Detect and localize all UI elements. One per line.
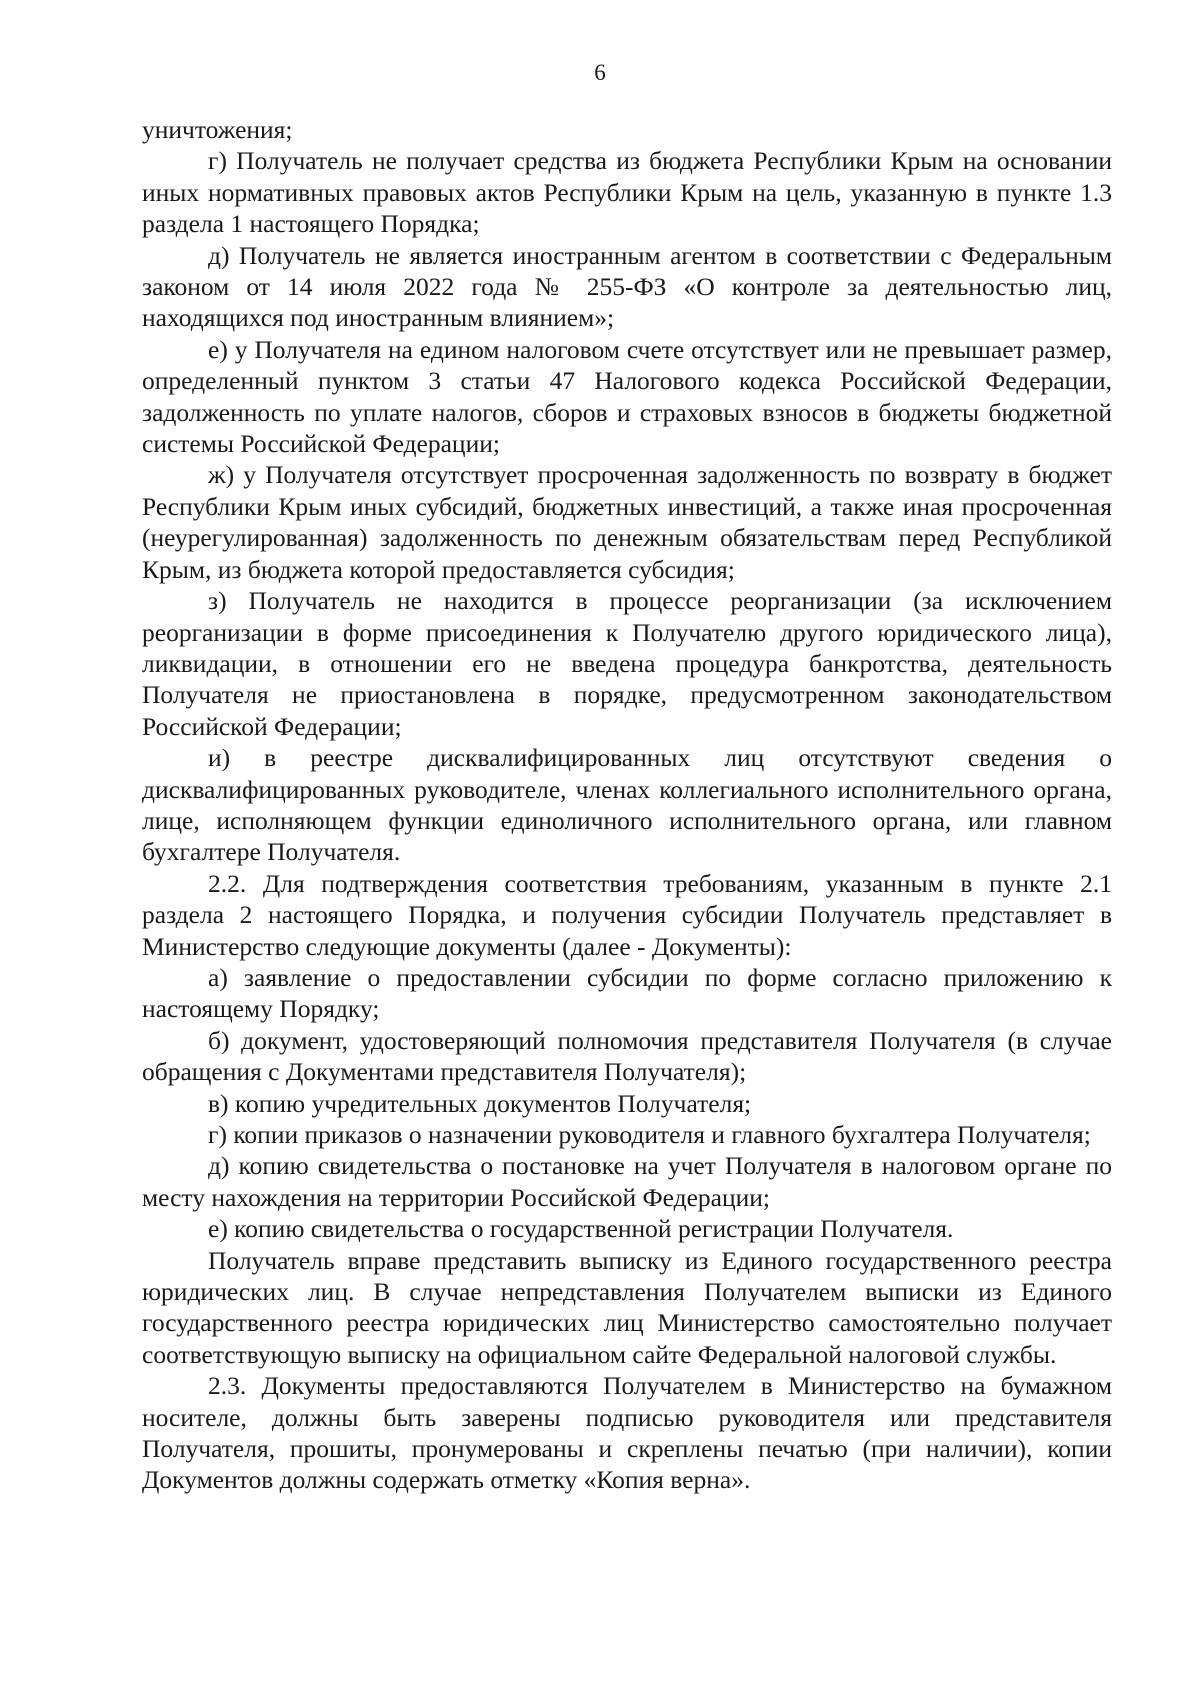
page-number: 6 xyxy=(594,60,606,85)
paragraph-item-d: д) Получатель не является иностранным агентом в соответствии с Федеральным законом от 14 июля 2022 года № 255-ФЗ «О контроле за деятельностью лиц, находящихся под иностранным влиянием»; xyxy=(142,240,1112,333)
paragraph-doc-b: б) документ, удостоверяющий полномочия представителя Получателя (в случае обращения с Документами представителя Получателя); xyxy=(142,1025,1112,1087)
paragraph-doc-e: е) копию свидетельства о государственной регистрации Получателя. xyxy=(208,1214,954,1244)
paragraph-doc-g: г) копии приказов о назначении руководителя и главного бухгалтера Получателя; xyxy=(208,1120,1091,1149)
paragraph-item-e: е) у Получателя на едином налоговом счете отсутствует или не превышает размер, определенный пунктом 3 статьи 47 Налогового кодекса Российской Федерации, задолженность по уплате налогов, сборов и страховых взносов в бюджеты бюджетной системы Российской Федерации; xyxy=(142,334,1112,459)
paragraph-extract: Получатель вправе представить выписку из Единого государственного реестра юридических лиц. В случае непредставления Получателем выписки из Единого государственного реестра юридических лиц Министерство самостоятельно получает соответствующую выписку на официальном сайте Федеральной налоговой службы. xyxy=(142,1245,1112,1369)
paragraph-section-2-2: 2.2. Для подтверждения соответствия требованиям, указанным в пункте 2.1 раздела 2 настоящего Порядка, и получения субсидии Получатель представляет в Министерство следующие документы (далее - Документы): xyxy=(142,868,1112,961)
paragraph-item-z: з) Получатель не находится в процессе реорганизации (за исключением реорганизации в форме присоединения к Получателю другого юридического лица), ликвидации, в отношении его не введена процедура банкротства, деятельность Получателя не приостановлена в порядке, предусмотренном законодательством Российской Федерации; xyxy=(142,586,1112,741)
paragraph-doc-d: д) копию свидетельства о постановке на учет Получателя в налоговом органе по месту нахождения на территории Российской Федерации; xyxy=(142,1151,1112,1212)
paragraph-item-zh: ж) у Получателя отсутствует просроченная задолженность по возврату в бюджет Республики Крым иных субсидий, бюджетных инвестиций, а также иная просроченная (неурегулированная) задолженность по денежным обязательствам перед Республикой Крым, из бюджета которой предоставляется субсидия; xyxy=(142,460,1112,584)
paragraph-item-g: г) Получатель не получает средства из бюджета Республики Крым на основании иных нормативных правовых актов Республики Крым на цель, указанную в пункте 1.3 раздела 1 настоящего Порядка; xyxy=(142,146,1112,239)
document-body xyxy=(142,114,1112,1496)
paragraph-doc-a: а) заявление о предоставлении субсидии по форме согласно приложению к настоящему Порядку; xyxy=(142,962,1112,1024)
paragraph-continuation: уничтожения; xyxy=(142,115,293,144)
paragraph-doc-v: в) копию учредительных документов Получателя; xyxy=(208,1088,752,1118)
paragraph-item-i: и) в реестре дисквалифицированных лиц отсутствуют сведения о дисквалифицированных руководителе, членах коллегиального исполнительного органа, лице, исполняющем функции единоличного исполнительного органа, или главном бухгалтере Получателя. xyxy=(142,743,1112,867)
paragraph-section-2-3: 2.3. Документы предоставляются Получателем в Министерство на бумажном носителе, должны быть заверены подписью руководителя или представителя Получателя, прошиты, пронумерованы и скреплены печатью (при наличии), копии Документов должны содержать отметку «Копия верна». xyxy=(142,1371,1112,1495)
